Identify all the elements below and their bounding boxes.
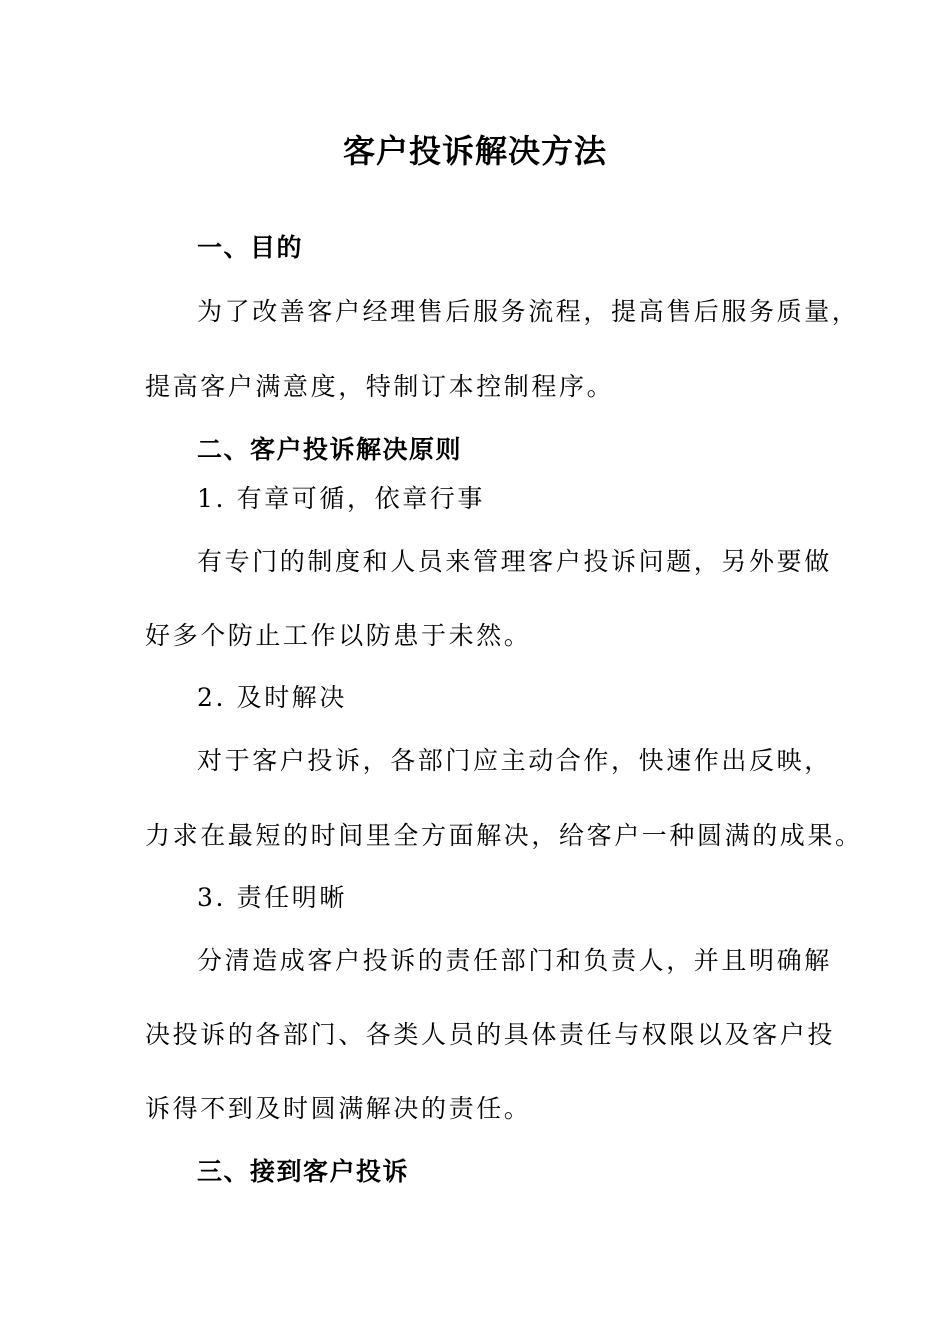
paragraph-line: 分清造成客户投诉的责任部门和负责人，并且明确解 (197, 946, 832, 975)
list-item-label: 3. 责任明晰 (197, 883, 347, 912)
section-heading-purpose: 一、目的 (197, 233, 304, 262)
paragraph-line: 决投诉的各部门、各类人员的具体责任与权限以及客户投 (145, 1020, 836, 1049)
paragraph-line: 诉得不到及时圆满解决的责任。 (145, 1094, 532, 1123)
section-heading-receive-complaint: 三、接到客户投诉 (197, 1157, 410, 1186)
section-heading-principles: 二、客户投诉解决原则 (197, 435, 463, 464)
paragraph-line: 力求在最短的时间里全方面解决，给客户一种圆满的成果。 (145, 821, 863, 850)
paragraph-line: 为了改善客户经理售后服务流程，提高售后服务质量， (197, 297, 860, 326)
paragraph-line: 对于客户投诉，各部门应主动合作，快速作出反映， (197, 746, 832, 775)
document-title: 客户投诉解决方法 (342, 132, 607, 170)
paragraph-line: 有专门的制度和人员来管理客户投诉问题，另外要做 (197, 547, 832, 576)
paragraph-line: 提高客户满意度，特制订本控制程序。 (145, 372, 615, 401)
list-item-label: 2. 及时解决 (197, 683, 347, 712)
paragraph-line: 好多个防止工作以防患于未然。 (145, 621, 532, 650)
list-item-label: 1. 有章可循，依章行事 (197, 484, 486, 513)
